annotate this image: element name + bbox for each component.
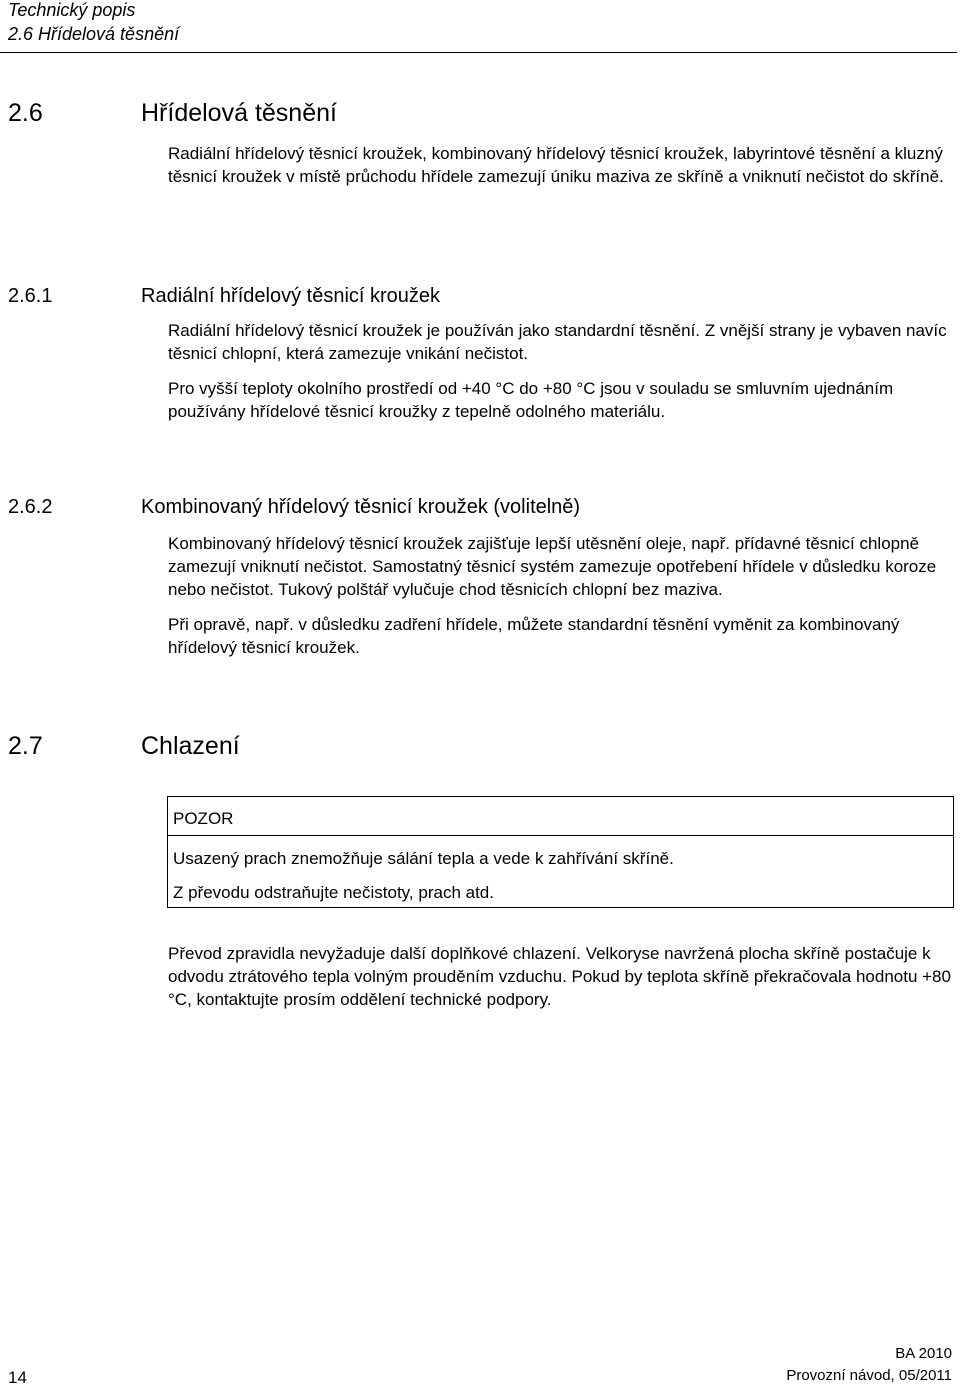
heading-number: 2.6.1 — [8, 285, 53, 307]
page-number: 14 — [8, 1368, 27, 1387]
heading-title: Hřídelová těsnění — [141, 99, 337, 127]
paragraph-2-6-intro: Radiální hřídelový těsnicí kroužek, kombinovaný hřídelový těsnicí kroužek, labyrintové těsnění a kluzný těsnicí kroužek v místě průchodu hřídele zamezují úniku maziva ze skříně a vniknutí nečistot do skříně. — [168, 144, 944, 186]
warning-divider — [168, 835, 953, 836]
document-code: BA 2010 — [895, 1345, 952, 1362]
running-header-section: 2.6 Hřídelová těsnění — [8, 24, 180, 44]
footer-document-info — [786, 1343, 952, 1387]
heading-title: Kombinovaný hřídelový těsnicí kroužek (volitelně) — [141, 496, 581, 518]
warning-box — [167, 796, 954, 908]
paragraph-2-6-2-b: Při opravě, např. v důsledku zadření hřídele, můžete standardní těsnění vyměnit za kombinovaný hřídelový těsnicí kroužek. — [168, 615, 900, 657]
heading-number: 2.7 — [8, 732, 43, 760]
running-header-chapter: Technický popis — [8, 0, 136, 20]
header-divider — [0, 52, 957, 53]
heading-number: 2.6.2 — [8, 496, 53, 518]
document-title: Provozní návod, 05/2011 — [786, 1367, 952, 1384]
heading-title: Chlazení — [141, 732, 240, 760]
paragraph-2-6-1-a: Radiální hřídelový těsnicí kroužek je používán jako standardní těsnění. Z vnější strany je vybaven navíc těsnicí chlopní, která zamezuje vnikání nečistot. — [168, 321, 947, 363]
paragraph-2-7: Převod zpravidla nevyžaduje další doplňkové chlazení. Velkoryse navržená plocha skříně postačuje k odvodu ztrátového tepla volným prouděním vzduchu. Pokud by teplota skříně překračovala hodnotu +80 °C, kontaktujte prosím oddělení technické podpory. — [168, 944, 951, 1009]
running-header — [8, 0, 179, 46]
warning-text-line-1: Usazený prach znemožňuje sálání tepla a vede k zahřívání skříně. — [173, 849, 674, 868]
heading-title: Radiální hřídelový těsnicí kroužek — [141, 285, 441, 307]
paragraph-2-6-2-a: Kombinovaný hřídelový těsnicí kroužek zajišťuje lepší utěsnění oleje, např. přídavné těsnicí chlopně zamezují vniknutí nečistot. Samostatný těsnicí systém zamezuje opotřebení hřídele v důsledku koroze nebo nečistot. Tukový polštář vylučuje chod těsnicích chlopní bez maziva. — [168, 534, 937, 599]
paragraph-2-6-1-b: Pro vyšší teploty okolního prostředí od +40 °C do +80 °C jsou v souladu se smluvním ujednáním používány hřídelové těsnicí kroužky z tepelně odolného materiálu. — [168, 379, 894, 421]
warning-text-line-2: Z převodu odstraňujte nečistoty, prach atd. — [173, 883, 494, 902]
warning-title: POZOR — [173, 809, 234, 828]
heading-number: 2.6 — [8, 99, 43, 127]
